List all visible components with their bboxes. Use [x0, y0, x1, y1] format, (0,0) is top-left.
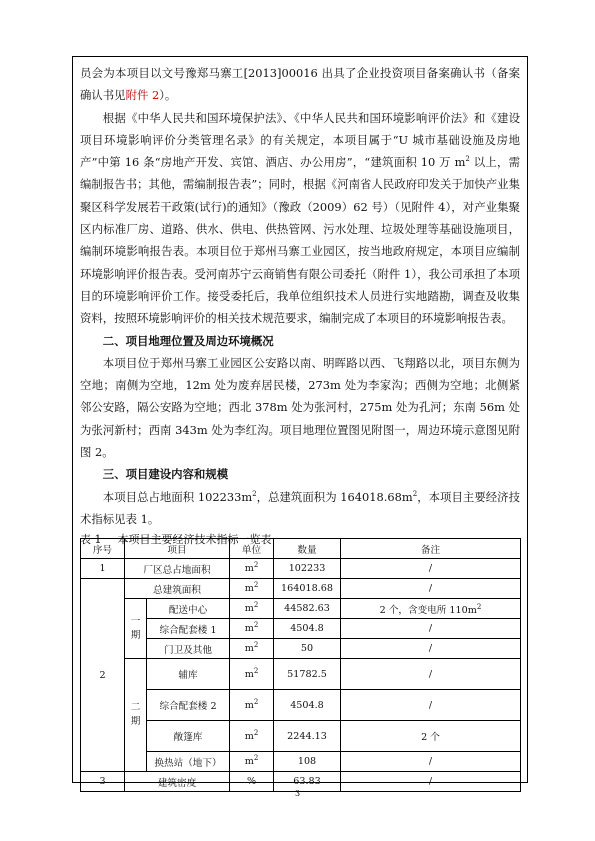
cell-no: 3 [81, 772, 125, 792]
cell-item: 建筑密度 [125, 772, 230, 792]
phase-2-label: 二期 [130, 702, 141, 727]
cell-unit [230, 721, 274, 752]
note-text: 2 个，含变电所 110m [379, 604, 477, 616]
cell-quantity: 102233 [274, 559, 341, 579]
cell-unit [230, 752, 274, 772]
table-header-row [81, 539, 521, 559]
table-row [81, 752, 521, 772]
unit-superscript: 2 [253, 560, 259, 569]
phase-1-label: 一期 [130, 615, 141, 641]
paragraph-scale-text-2: ，总建筑面积为 164018.68m [256, 489, 413, 504]
section-heading-scale: 三、项目建设内容和规模 [102, 467, 229, 482]
table-row [81, 579, 521, 599]
cell-item: 配送中心 [147, 599, 230, 619]
paragraph-scale-text: 本项目总占地面积 102233m [102, 489, 253, 504]
unit-superscript: 2 [253, 600, 259, 609]
indicator-table [80, 538, 521, 792]
paragraph-scale [80, 486, 520, 531]
cell-quantity: 164018.68 [274, 579, 341, 599]
unit-text: m [244, 699, 254, 711]
table-caption-number: 表 1 [80, 533, 102, 547]
cell-item: 换热站（地下） [147, 752, 230, 772]
unit-superscript: 2 [253, 728, 259, 737]
table-row [81, 639, 521, 659]
unit-text: m [244, 668, 254, 680]
cell-item: 综合配套楼 1 [147, 619, 230, 639]
cell-unit [230, 559, 274, 579]
cell-note: / [341, 690, 521, 721]
page-number: 3 [294, 789, 301, 798]
table-row [81, 721, 521, 752]
paragraph-scale-text-3: ，本项目主要经济技术指标见表 1。 [80, 489, 520, 526]
paragraph-filing-text: 员会为本项目以文号豫郑马寨工[2013]00016 出具了企业投资项目备案确认书（备案确认书见 [80, 66, 520, 103]
attachment-2-link[interactable]: 附件 2 [125, 88, 160, 103]
cell-note: / [341, 559, 521, 579]
table-row [81, 619, 521, 639]
unit-text: m [244, 643, 254, 654]
cell-quantity: 44582.63 [274, 599, 341, 619]
cell-no: 2 [81, 579, 125, 772]
unit-superscript: 2 [253, 753, 259, 762]
unit-text: m [244, 583, 254, 594]
cell-item: 厂区总占地面积 [125, 559, 230, 579]
cell-unit [230, 659, 274, 690]
cell-unit [230, 690, 274, 721]
cell-quantity: 2244.13 [274, 721, 341, 752]
cell-phase-2 [125, 659, 147, 772]
cell-quantity: 51782.5 [274, 659, 341, 690]
unit-superscript: 2 [253, 640, 259, 649]
cell-quantity: 50 [274, 639, 341, 659]
cell-unit [230, 639, 274, 659]
unit-text: m [244, 756, 254, 767]
unit-text: m [244, 563, 254, 574]
section-heading-location: 二、项目地理位置及周边环境概况 [102, 333, 274, 348]
cell-quantity: 63.83 [274, 772, 341, 792]
cell-no: 1 [81, 559, 125, 579]
cell-item: 总建筑面积 [125, 579, 230, 599]
cell-unit: % [230, 772, 274, 792]
cell-item: 敞篷库 [147, 721, 230, 752]
table-row [81, 659, 521, 690]
paragraph-filing-end: ）。 [159, 88, 177, 103]
table-row [81, 559, 521, 579]
cell-unit [230, 599, 274, 619]
header-item: 项目 [125, 539, 230, 559]
superscript-2: 2 [412, 489, 418, 498]
table-caption-title: 本项目主要经济技术指标一览表 [117, 533, 272, 547]
cell-note: / [341, 579, 521, 599]
cell-quantity: 4504.8 [274, 690, 341, 721]
unit-text: m [244, 603, 254, 614]
cell-note: 2 个 [341, 721, 521, 752]
cell-item: 综合配套楼 2 [147, 690, 230, 721]
unit-superscript: 2 [253, 697, 259, 706]
table-row [81, 599, 521, 619]
cell-item: 门卫及其他 [147, 639, 230, 659]
cell-note: / [341, 772, 521, 792]
cell-quantity: 108 [274, 752, 341, 772]
table-row [81, 690, 521, 721]
header-unit: 单位 [230, 539, 274, 559]
header-no: 序号 [81, 539, 125, 559]
cell-unit [230, 579, 274, 599]
unit-superscript: 2 [253, 666, 259, 675]
superscript-2: 2 [465, 155, 470, 164]
superscript-2: 2 [252, 489, 257, 498]
cell-unit [230, 619, 274, 639]
paragraph-location: 本项目位于郑州马寨工业园区公安路以南、明晖路以西、飞翔路以北，项目东侧为空地；南侧为空地，12m 处为废弃居民楼，273m 处为李家沟；西侧为空地；北侧紧邻公安路，隔公安路为空地；西北 378m 处为张河村，275m 处为孔河；东南 56m 处为张河新村；西南 343m 处为李红沟。项目地理位置图见附图一，周边环境示意图见附图 2。 [80, 355, 520, 460]
cell-note [341, 599, 521, 619]
paragraph-legal-basis-text: 根据《中华人民共和国环境保护法》、《中华人民共和国环境影响评价法》和《建设项目环境影响评价分类管理名录》的有关规定，本项目属于“U 城市基础设施及房地产”中第 16 条“房地产开发、宾馆、酒店、办公用房”，“建筑面积 10 万 m [80, 110, 520, 170]
header-note: 备注 [341, 539, 521, 559]
unit-text: m [244, 623, 254, 634]
cell-note: / [341, 619, 521, 639]
cell-item: 辅库 [147, 659, 230, 690]
unit-superscript: 2 [253, 580, 259, 589]
note-superscript: 2 [476, 602, 482, 611]
unit-text: m [244, 730, 254, 742]
cell-note: / [341, 659, 521, 690]
paragraph-filing [80, 62, 520, 107]
header-quantity: 数量 [274, 539, 341, 559]
cell-phase-1 [125, 599, 147, 659]
cell-quantity: 4504.8 [274, 619, 341, 639]
document-body [80, 62, 520, 550]
paragraph-legal-basis [80, 107, 520, 330]
unit-superscript: 2 [253, 620, 259, 629]
cell-note: / [341, 639, 521, 659]
cell-note: / [341, 752, 521, 772]
paragraph-legal-basis-rest: 以上，需编制报告书；其他，需编制报告表”；同时，根据《河南省人民政府印发关于加快产业集聚区科学发展若干政策(试行)的通知》（豫政（2009）62 号）（见附件 4），对产业集聚区内标准厂房、道路、供水、供电、供热管网、污水处理、垃圾处理等基础设施项目，编制环境影响报告表。本项目位于郑州马寨工业园区，按当地政府规定，本项目应编制环境影响评价报告表。受河南苏宁云商销售有限公司委托（附件 1），我公司承担了本项目的环境影响评价工作。接受委托后，我单位组织技术人员进行实地踏勘，调查及收集资料，按照环境影响评价的相关技术规范要求，编制完成了本项目的环境影响报告表。 [80, 155, 520, 326]
